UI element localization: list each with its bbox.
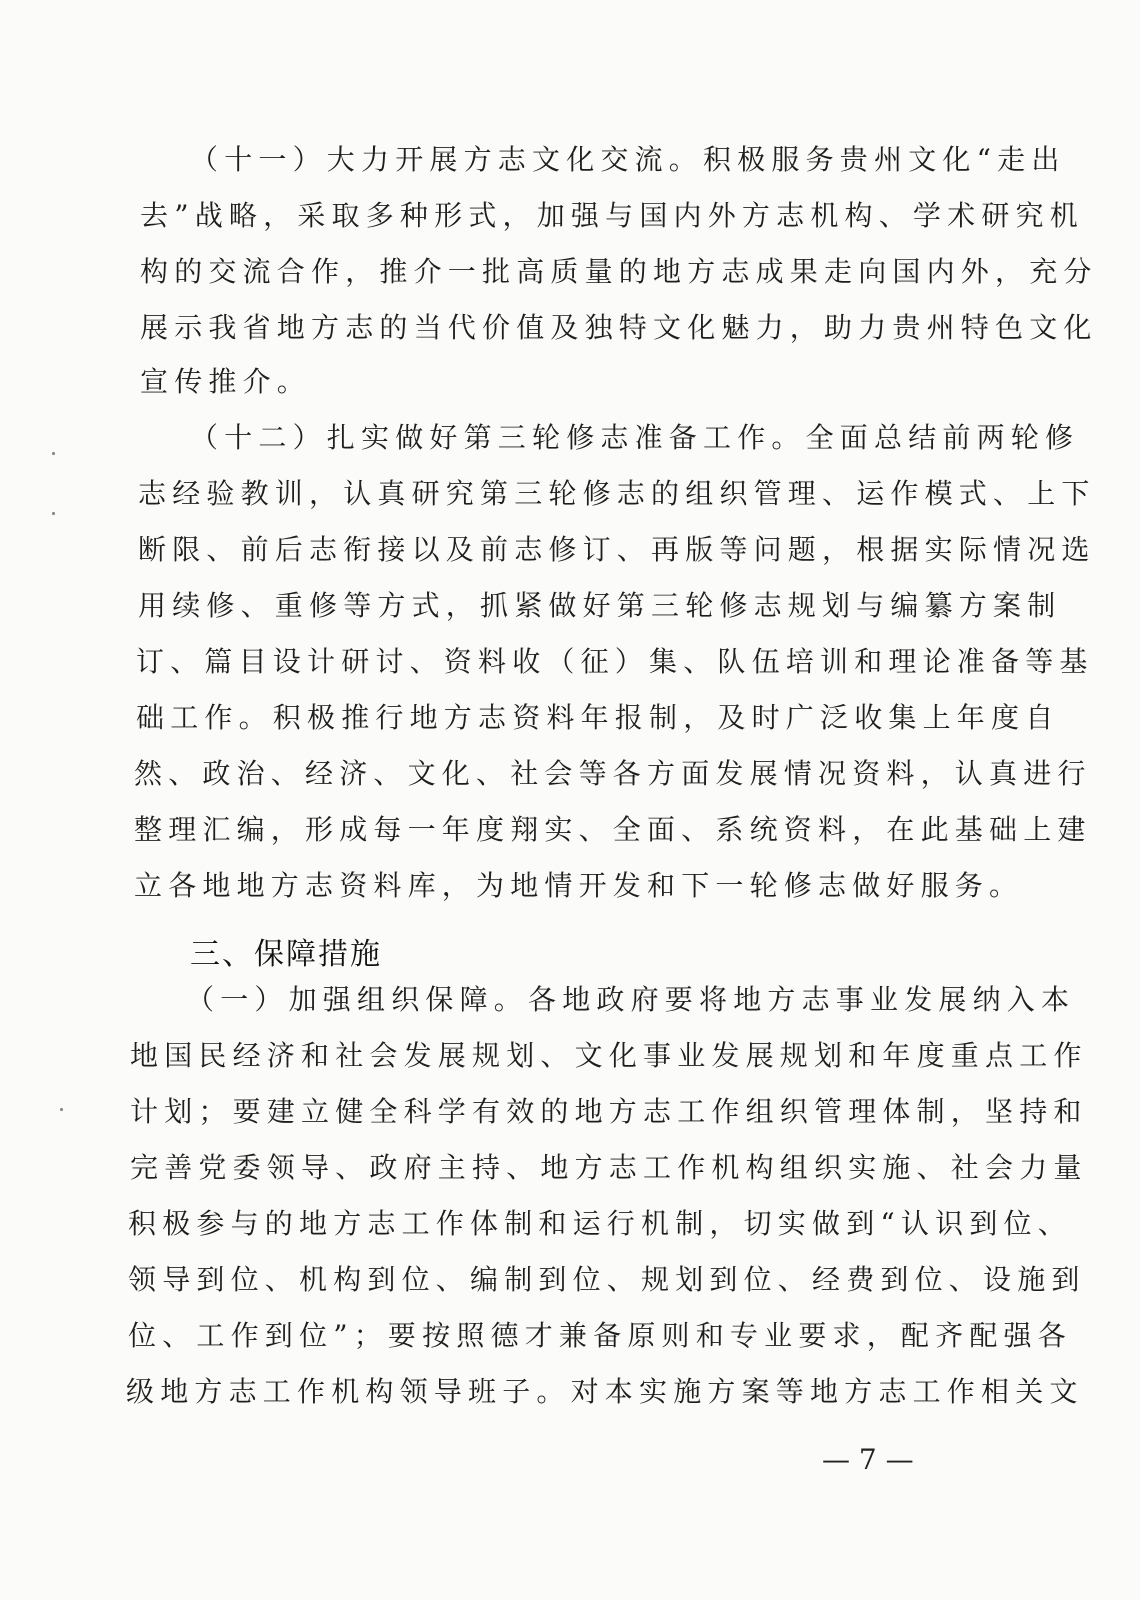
section-3-1-line-2: 地国民经济和社会发展规划、文化事业发展规划和年度重点工作 — [130, 1039, 1088, 1072]
section-3-1-line-8: 级地方志工作机构领导班子。对本实施方案等地方志工作相关文 — [126, 1375, 1084, 1408]
section-heading: 三、保障措施 — [190, 937, 382, 972]
section-11-line-1: （十一）大力开展方志文化交流。积极服务贵州文化“走出 — [190, 143, 1066, 176]
page-number: — 7 — — [822, 1443, 914, 1476]
section-3-1-line-3: 计划；要建立健全科学有效的地方志工作组织管理体制，坚持和 — [130, 1095, 1088, 1128]
section-12-line-4: 用续修、重修等方式，抓紧做好第三轮修志规划与编纂方案制 — [138, 589, 1062, 622]
section-3-1-line-5: 积极参与的地方志工作体制和运行机制，切实做到“认识到位、 — [128, 1207, 1072, 1240]
section-12-line-3: 断限、前后志衔接以及前志修订、再版等问题，根据实际情况选 — [138, 533, 1096, 566]
scan-artifact — [52, 512, 55, 515]
section-11-line-5: 宣传推介。 — [140, 365, 312, 398]
scan-artifact — [60, 1108, 63, 1111]
section-3-1-line-6: 领导到位、机构到位、编制到位、规划到位、经费到位、设施到 — [128, 1263, 1086, 1296]
section-3-1-line-4: 完善党委领导、政府主持、地方志工作机构组织实施、社会力量 — [130, 1151, 1088, 1184]
section-12-line-1: （十二）扎实做好第三轮修志准备工作。全面总结前两轮修 — [190, 421, 1080, 454]
section-12-line-2: 志经验教训，认真研究第三轮修志的组织管理、运作模式、上下 — [138, 477, 1096, 510]
section-12-line-8: 整理汇编，形成每一年度翔实、全面、系统资料，在此基础上建 — [134, 813, 1092, 846]
section-3-1-line-1: （一）加强组织保障。各地政府要将地方志事业发展纳入本 — [186, 983, 1076, 1016]
section-12-line-7: 然、政治、经济、文化、社会等各方面发展情况资料，认真进行 — [134, 757, 1092, 790]
section-12-line-6: 础工作。积极推行地方志资料年报制，及时广泛收集上年度自 — [136, 701, 1060, 734]
scan-artifact — [52, 452, 55, 455]
section-12-line-5: 订、篇目设计研讨、资料收（征）集、队伍培训和理论准备等基 — [136, 645, 1094, 678]
section-11-line-2: 去”战略，采取多种形式，加强与国内外方志机构、学术研究机 — [140, 199, 1084, 232]
section-11-line-3: 构的交流合作，推介一批高质量的地方志成果走向国内外，充分 — [140, 255, 1098, 288]
section-11-line-4: 展示我省地方志的当代价值及独特文化魅力，助力贵州特色文化 — [140, 311, 1098, 344]
section-12-line-9: 立各地地方志资料库，为地情开发和下一轮修志做好服务。 — [134, 869, 1024, 902]
section-3-1-line-7: 位、工作到位”；要按照德才兼备原则和专业要求，配齐配强各 — [128, 1319, 1072, 1352]
